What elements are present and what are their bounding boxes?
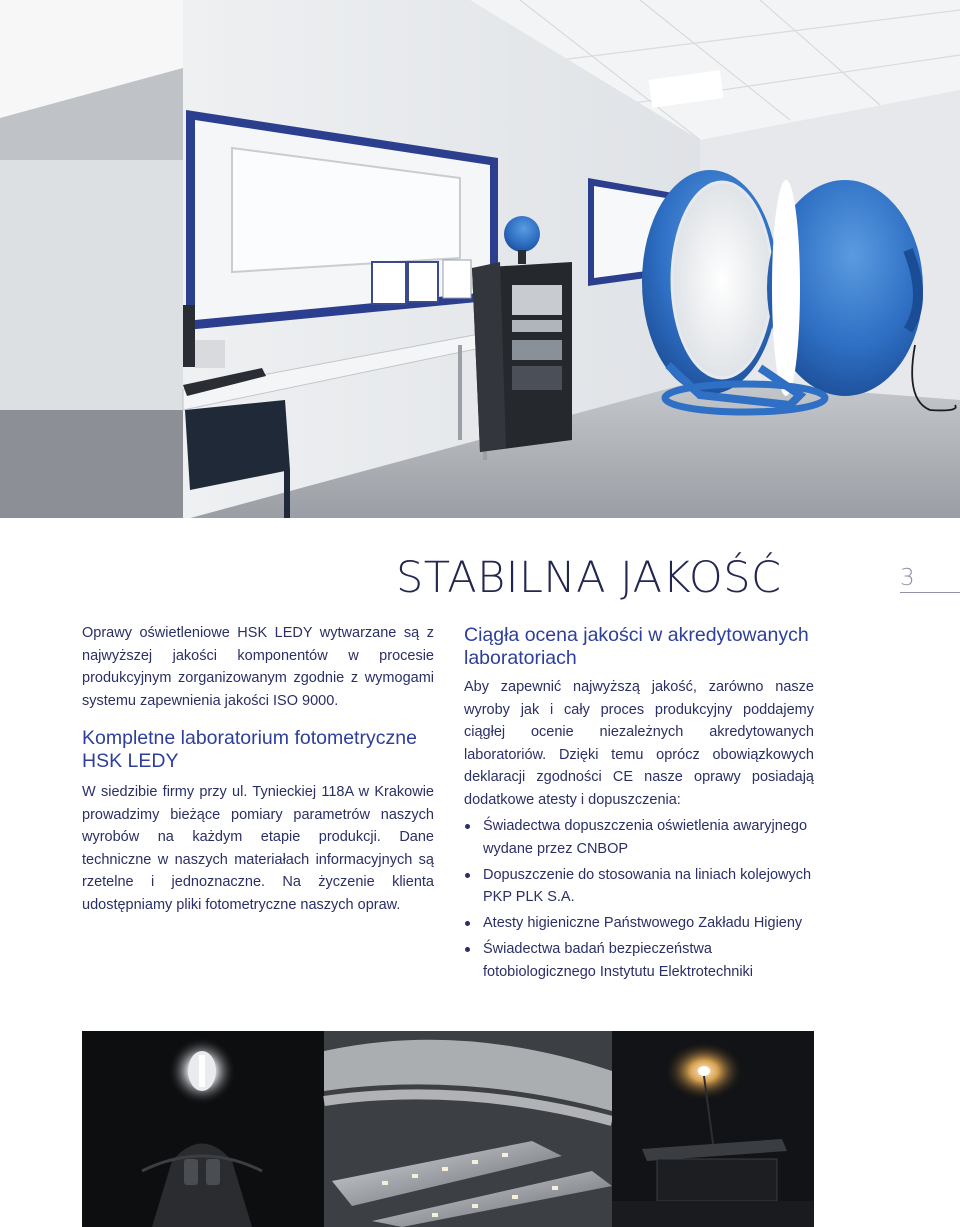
page-title: STABILNA JAKOŚĆ	[396, 553, 782, 603]
bottom-photo-strip	[82, 1031, 814, 1227]
lab-section-heading: Kompletne laboratorium fotometryczne HSK LEDY	[82, 727, 417, 772]
certificate-text: Świadectwa badań bezpieczeństwa fotobiologicznego Instytutu Elektrotechniki	[483, 941, 754, 980]
page-number-rule	[900, 592, 960, 593]
page-number: 3	[900, 565, 915, 591]
photo-led-production	[324, 1031, 612, 1227]
hero-photo-photometric-lab	[0, 0, 960, 518]
certificate-text: Atesty higieniczne Państwowego Zakładu Higieny	[483, 915, 803, 931]
photo-test-bench	[612, 1031, 814, 1227]
bullet-icon	[465, 873, 470, 878]
list-item	[464, 815, 816, 860]
list-item	[464, 912, 816, 935]
certificate-text: Dopuszczenie do stosowania na liniach kolejowych PKP PLK S.A.	[483, 866, 812, 905]
quality-section-paragraph: Aby zapewnić najwyższą jakość, zarówno nasze wyroby jak i cały proces produkcyjny poddajemy ciągłej ocenie niezależnych akredytowanych laboratoriów. Dzięki temu oprócz obowiązkowych deklaracji zgodności CE nasze oprawy posiadają dodatkowe atesty i dopuszczenia:	[464, 679, 814, 808]
list-item	[464, 864, 816, 909]
quality-section-heading: Ciągła ocena jakości w akredytowanych laboratoriach	[464, 624, 809, 669]
list-item	[464, 938, 816, 983]
bullet-icon	[465, 824, 470, 829]
photo-goniometer	[82, 1031, 324, 1227]
certificate-text: Świadectwa dopuszczenia oświetlenia awaryjnego wydane przez CNBOP	[483, 818, 808, 857]
certificate-list	[464, 815, 816, 987]
intro-paragraph: Oprawy oświetleniowe HSK LEDY wytwarzane są z najwyższej jakości komponentów w procesie produkcyjnym zorganizowanym zgodnie z wymogami systemu zapewnienia jakości ISO 9000.	[82, 625, 434, 709]
bullet-icon	[465, 947, 470, 952]
bullet-icon	[465, 921, 470, 926]
lab-section-paragraph: W siedzibie firmy przy ul. Tynieckiej 118A w Krakowie prowadzimy bieżące pomiary parametrów naszych wyrobów na każdym etapie produkcji. Dane techniczne w naszych materiałach informacyjnych są rzetelne i jednoznaczne. Na życzenie klienta udostępniamy pliki fotometryczne naszych opraw.	[82, 784, 434, 913]
